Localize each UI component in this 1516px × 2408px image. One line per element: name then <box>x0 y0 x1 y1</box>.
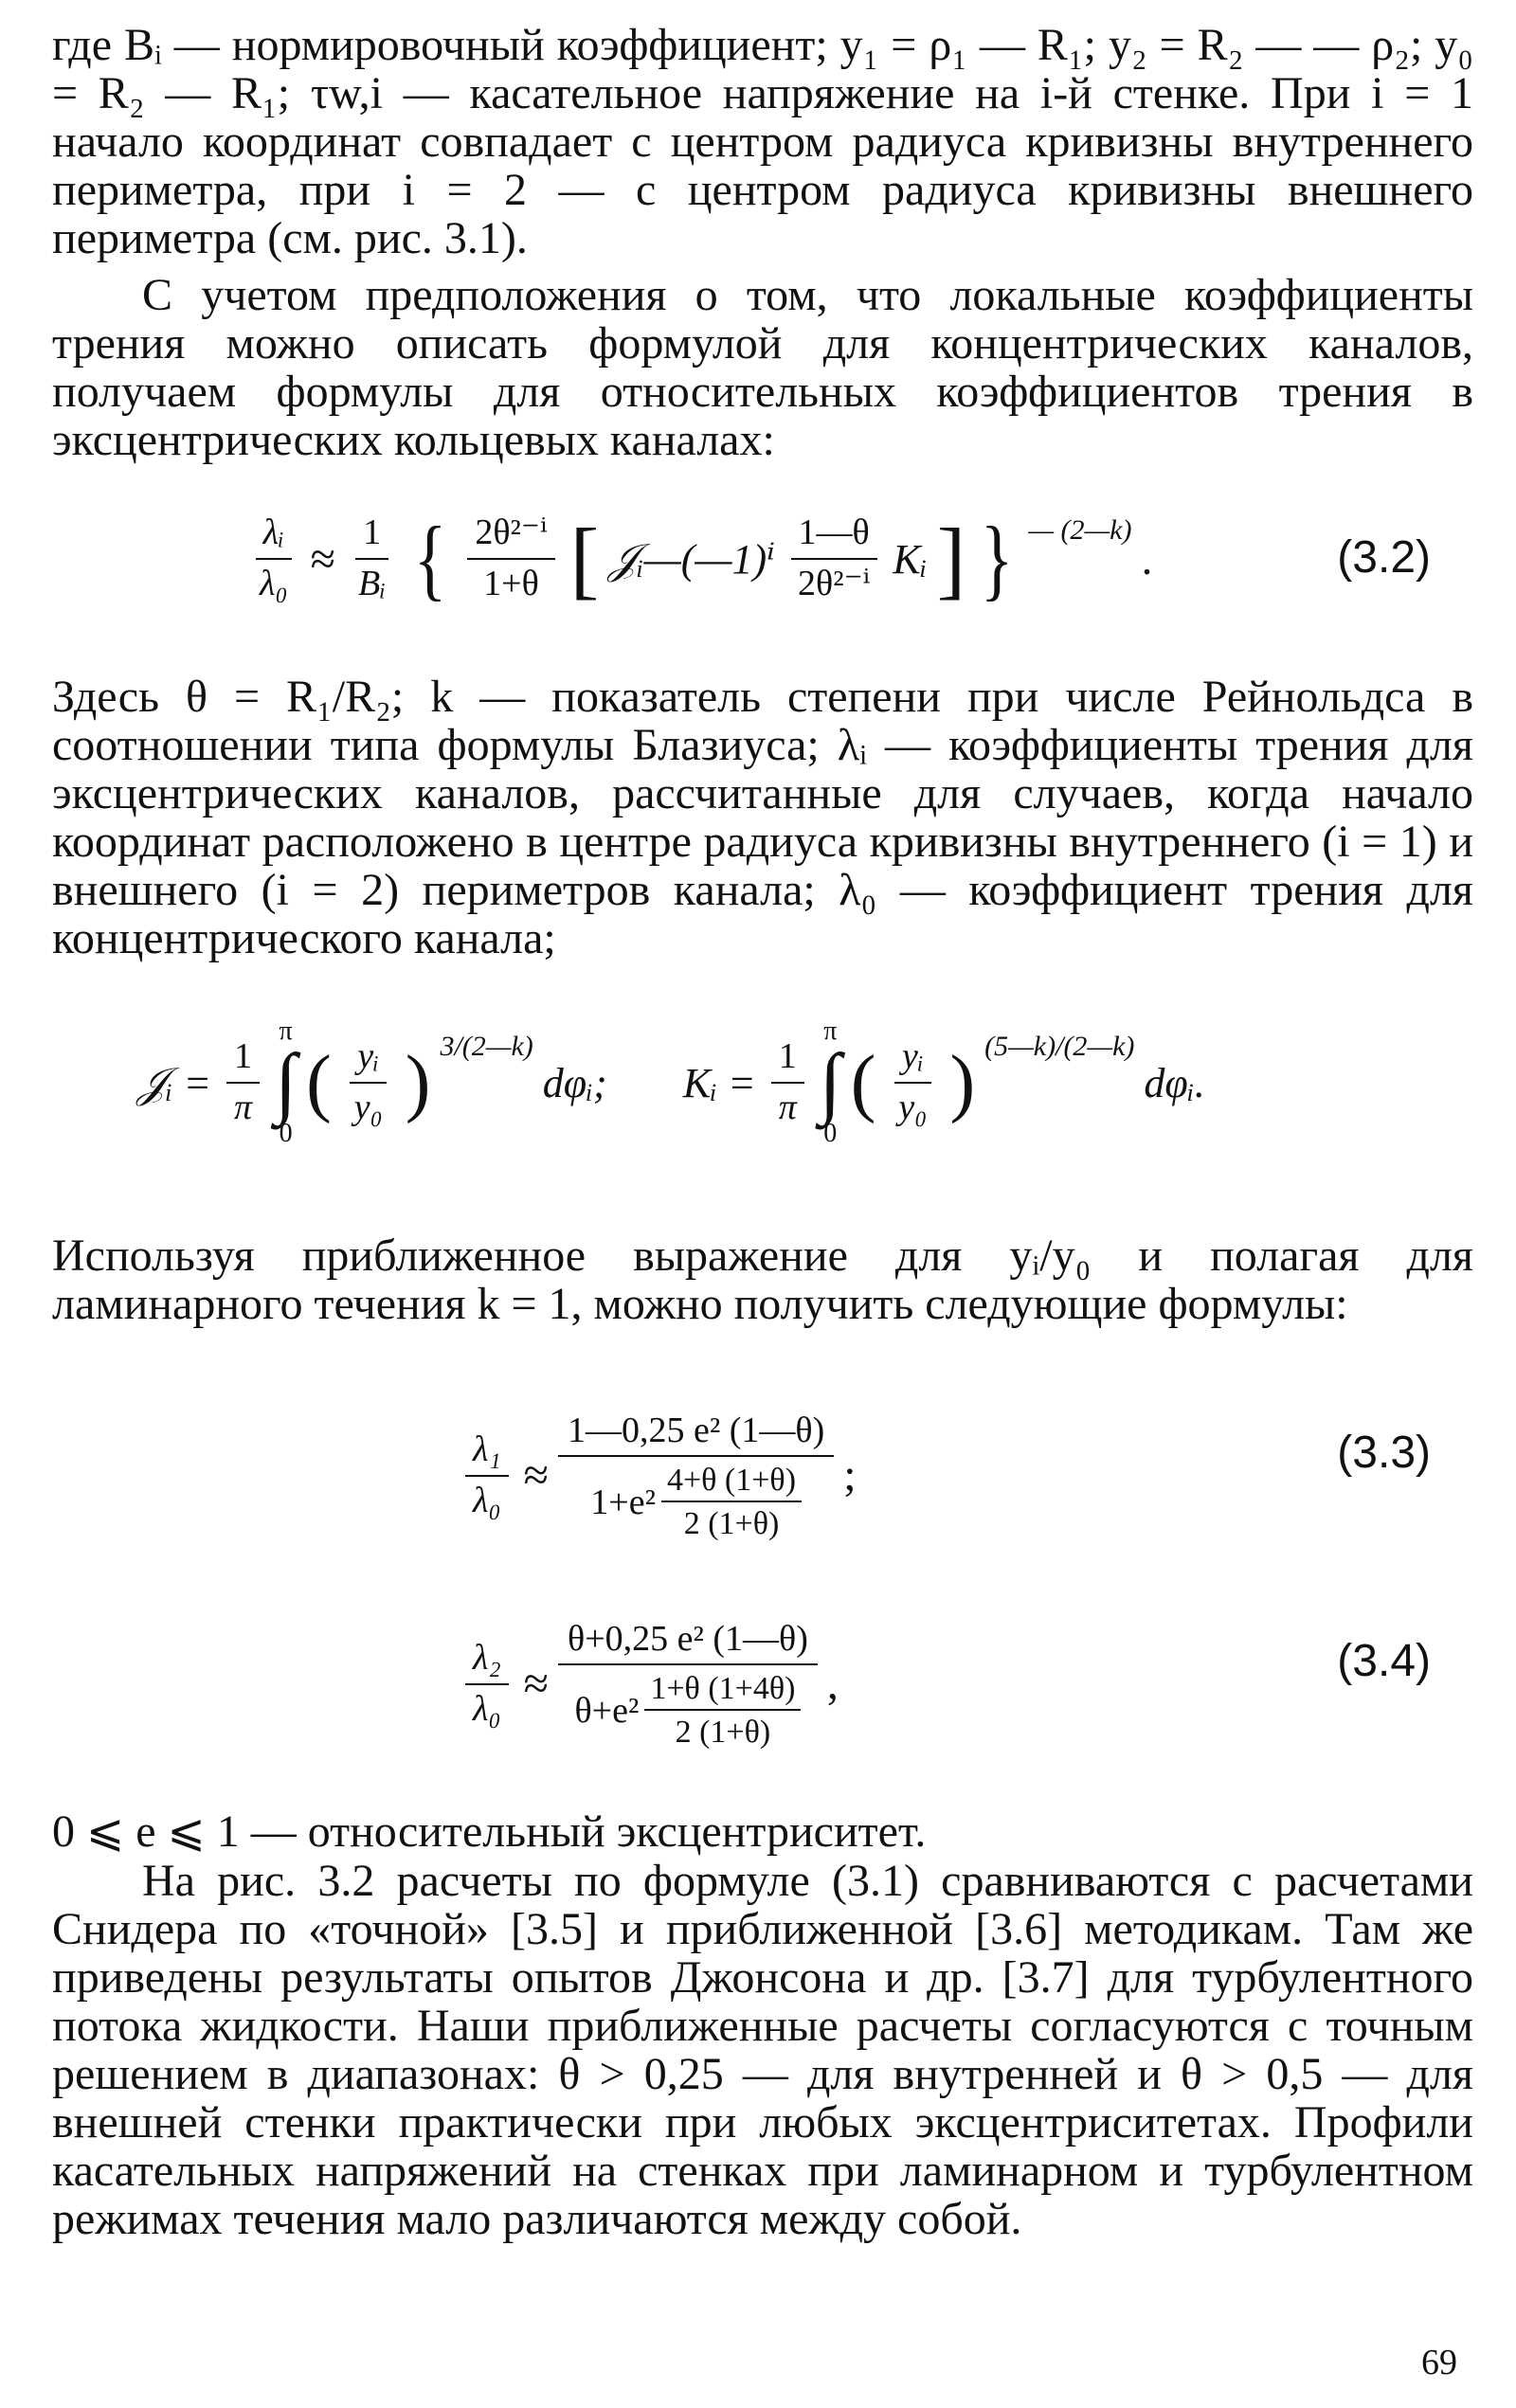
integral-k-lower: 0 <box>823 1118 838 1148</box>
page-number: 69 <box>1421 2343 1457 2382</box>
eq32-approx: ≈ <box>310 533 336 584</box>
eq34-end: , <box>826 1659 839 1709</box>
eq32-b-frac <box>790 512 877 604</box>
eq33-lhs <box>465 1429 509 1521</box>
integral-j-yi: yᵢ <box>350 1036 387 1084</box>
integral-k-yi: yᵢ <box>894 1036 931 1084</box>
eq33-number: (3.3) <box>1337 1428 1431 1478</box>
integral-j-sign: π ∫ 0 <box>275 1016 298 1148</box>
paragraph-explanation: Здесь θ = R₁/R₂; k — показатель степени при числе Рейнольдса в соотношении типа формулы Блазиуса; λᵢ — коэффициенты трения для эксцентрических каналов, рассчитанные для случаев, когда начало координат расположено в центре радиуса кривизны внутреннего (i = 1) и внешнего (i = 2) периметров канала; λ₀ — коэффициент трения для концентрического канала; <box>52 672 1474 963</box>
eq32-right-brace: } <box>981 508 1014 609</box>
integral-j-upper: π <box>279 1016 293 1047</box>
eq32-b-num: 1—θ <box>791 512 877 560</box>
paragraph-assumption: С учетом предположения о том, что локальные коэффициенты трения можно описать формулой для концентрических каналов, получаем формулы для относительных коэффициентов трения в эксцентрических кольцевых каналах: <box>52 270 1473 465</box>
integral-k-coef <box>771 1036 804 1128</box>
eq32-coef-den: Bᵢ <box>358 564 387 603</box>
integral-k-ratio <box>891 1036 934 1128</box>
integral-j-coef <box>226 1036 260 1128</box>
equation-3-4 <box>52 1601 1473 1767</box>
integral-j-ratio <box>347 1036 390 1128</box>
eq32-lhs-den: λ₀ <box>260 564 288 603</box>
integral-k-coef-num: 1 <box>771 1036 804 1084</box>
eq34-lhs <box>465 1638 509 1730</box>
paragraph-eccentricity: 0 ⩽ e ⩽ 1 — относительный эксцентриситет. <box>52 1806 927 1857</box>
eq32-k-term: Kᵢ <box>893 535 928 583</box>
equation-3-3 <box>52 1393 1473 1558</box>
eq34-den-frac-num: 1+θ (1+4θ) <box>644 1671 801 1711</box>
integral-k-exp: (5—k)/(2—k) <box>984 1031 1135 1062</box>
eq32-b-den: 2θ²⁻ⁱ <box>798 564 871 603</box>
eq32-left-brace: { <box>414 508 447 609</box>
eq32-lhs <box>252 512 296 604</box>
integral-k-coef-den: π <box>778 1087 797 1127</box>
eq33-end: ; <box>843 1450 857 1501</box>
paragraph-approximation: Используя приближенное выражение для yᵢ/y₀ и полагая для ламинарного течения k = 1, можно получить следующие формулы: <box>52 1231 1473 1329</box>
eq33-lhs-num: λ₁ <box>465 1429 509 1477</box>
eq33-den-prefix: 1+e² <box>590 1482 656 1522</box>
integral-k-sign: π ∫ 0 <box>819 1016 841 1148</box>
integral-k-lhs: Kᵢ = <box>682 1059 756 1106</box>
integral-j-dphi: dφᵢ; <box>542 1059 607 1106</box>
eq33-main-frac <box>558 1410 834 1542</box>
eq34-den-frac <box>644 1671 801 1751</box>
eq32-a-den: 1+θ <box>483 564 539 603</box>
integral-k-upper: π <box>823 1016 838 1047</box>
equation-3-2 <box>52 497 1473 620</box>
eq33-den-frac <box>661 1463 802 1542</box>
eq33-den-frac-den: 2 (1+θ) <box>683 1505 780 1541</box>
eq32-number: (3.2) <box>1337 532 1431 583</box>
eq34-den-prefix: θ+e² <box>574 1690 640 1731</box>
integral-j-lhs: 𝒥ᵢ = <box>137 1059 212 1106</box>
eq32-end: . <box>1141 533 1153 584</box>
eq32-coef-num: 1 <box>355 512 388 560</box>
eq32-a-num: 2θ²⁻ⁱ <box>467 512 554 560</box>
integral-j-lower: 0 <box>279 1118 293 1148</box>
integral-j-exp: 3/(2—k) <box>440 1031 533 1062</box>
eq32-j-term: 𝒥ᵢ—(—1)ⁱ <box>608 535 775 583</box>
eq32-lhs-num: λᵢ <box>256 512 292 560</box>
integral-k-dphi: dφᵢ. <box>1144 1059 1205 1106</box>
eq33-num: 1—0,25 e² (1—θ) <box>558 1410 834 1457</box>
equation-integrals: 𝒥ᵢ = $\frac{1}{\pi}$ π ∫ 0 ( $\frac{\text{yᵢ}}{\text{y₀}}$ ) 3/(2—k) dφᵢ; Kᵢ = $\frac{1}{\pi}$ π ∫ 0 ( $\frac{\text{yᵢ}}{\text{y₀}}$ ) (5—k)/(2—k) dφᵢ. <box>137 1016 1205 1148</box>
eq32-left-bracket: [ <box>569 511 600 607</box>
eq34-main-frac <box>558 1618 818 1751</box>
eq33-den-frac-num: 4+θ (1+θ) <box>661 1463 802 1502</box>
eq33-approx: ≈ <box>523 1450 550 1501</box>
integral-j-coef-num: 1 <box>226 1036 260 1084</box>
eq32-right-bracket: ] <box>936 511 966 607</box>
integral-j-y0: y₀ <box>353 1087 383 1127</box>
eq34-lhs-den: λ₀ <box>473 1688 501 1729</box>
paragraph-definitions: где Bᵢ — нормировочный коэффициент; y₁ = ρ₁ — R₁; y₂ = R₂ — — ρ₂; y₀ = R₂ — R₁; τw,i — касательное напряжение на i-й стенке. При i = 1 начало координат совпадает с центром радиуса кривизны внутреннего периметра, при i = 2 — с центром радиуса кривизны внешнего периметра (см. рис. 3.1). <box>52 20 1473 263</box>
eq34-number: (3.4) <box>1337 1636 1431 1686</box>
eq33-lhs-den: λ₀ <box>473 1480 501 1520</box>
eq32-a-frac <box>467 512 554 604</box>
paragraph-comparison: На рис. 3.2 расчеты по формуле (3.1) сравниваются с расчетами Снидера по «точной» [3.5] и приближенной [3.6] методикам. Там же приведены результаты опытов Джонсона и др. [3.7] для турбулентного потока жидкости. Наши приближенные расчеты согласуются с точным решением в диапазонах: θ > 0,25 — для внутренней и θ > 0,5 — для внешней стенки практически при любых эксцентриситетах. Профили касательных напряжений на стенках при ламинарном и турбулентном режимах течения мало различаются между собой. <box>52 1856 1473 2244</box>
eq32-exponent: — (2—k) <box>1028 514 1132 546</box>
eq34-num: θ+0,25 e² (1—θ) <box>558 1618 818 1665</box>
eq34-approx: ≈ <box>523 1659 550 1709</box>
integral-j-coef-den: π <box>234 1087 253 1127</box>
eq34-den-frac-den: 2 (1+θ) <box>675 1714 771 1750</box>
integral-k-y0: y₀ <box>898 1087 928 1127</box>
eq32-coef <box>351 512 393 604</box>
eq34-lhs-num: λ₂ <box>465 1638 509 1685</box>
